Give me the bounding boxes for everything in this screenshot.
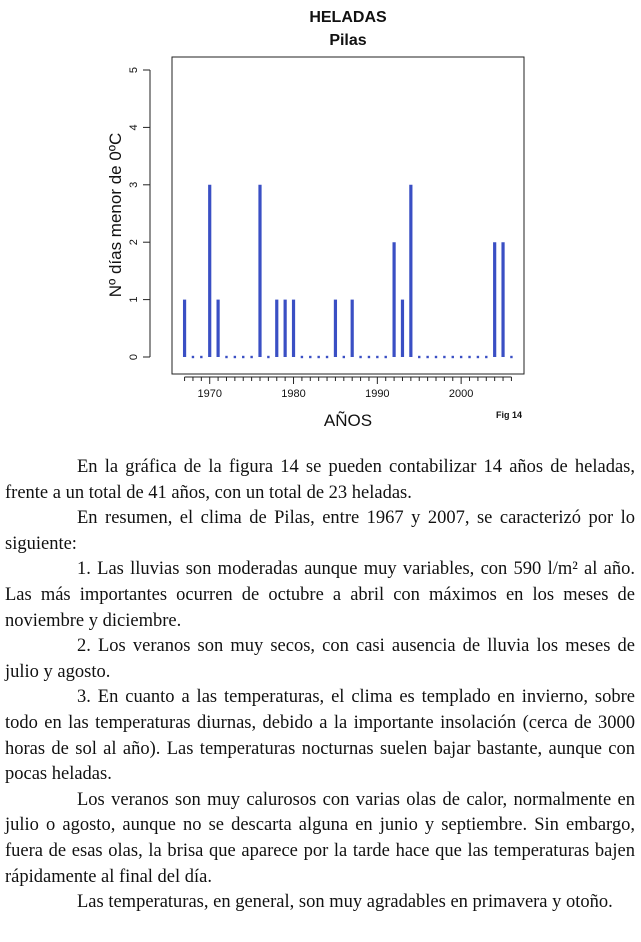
chart-title: HELADAS [309,9,387,26]
zero-point [385,356,387,358]
zero-point [250,356,252,358]
zero-point [267,356,269,358]
zero-point [376,356,378,358]
y-axis [128,67,150,360]
paragraph: Las temperaturas, en general, son muy agradables en primavera y otoño. [77,892,613,913]
plot-frame [172,57,524,374]
x-axis [185,377,512,400]
x-tick-label: 1990 [365,388,390,400]
heladas-chart [0,0,641,450]
figure-label: Fig 14 [496,410,523,420]
zero-point [200,356,202,358]
paragraph: 1. Las lluvias son moderadas aunque muy variables, con 590 l/m² al año. Las más importantes ocurren de octubre a abril con máximos en los meses de noviembre y diciembre. [5,559,635,631]
zero-point [485,356,487,358]
x-axis-label: AÑOS [323,411,373,430]
zero-point [343,356,345,358]
zero-point [452,356,454,358]
y-tick-label: 3 [128,181,140,188]
zero-point [359,356,361,358]
y-tick-label: 2 [128,239,140,246]
paragraph: En la gráfica de la figura 14 se pueden contabilizar 14 años de heladas, frente a un total de 41 años, con un total de 23 heladas. [5,457,635,503]
x-tick-label: 1970 [197,388,222,400]
chart-subtitle: Pilas [329,32,367,49]
y-tick-label: 4 [128,124,140,131]
zero-point [242,356,244,358]
y-axis-label: Nº días menor de 0ºC [106,132,125,298]
zero-point [225,356,227,358]
zero-point [326,356,328,358]
zero-point [426,356,428,358]
zero-point [234,356,236,358]
paragraph: 2. Los veranos son muy secos, con casi ausencia de lluvia los meses de julio y agosto. [5,636,635,682]
paragraph: 3. En cuanto a las temperaturas, el clima es templado en invierno, sobre todo en las temperaturas diurnas, debido a la importante insolación (cerca de 3000 horas de sol al año). Las temperaturas nocturnas suelen bajar bastante, aunque con pocas heladas. [5,687,635,785]
zero-point [477,356,479,358]
zero-point [368,356,370,358]
bars [185,185,513,358]
zero-point [435,356,437,358]
zero-point [317,356,319,358]
zero-point [510,356,512,358]
zero-point [443,356,445,358]
zero-point [309,356,311,358]
x-tick-label: 2000 [448,388,474,400]
y-tick-label: 5 [128,66,140,74]
zero-point [468,356,470,358]
zero-point [418,356,420,358]
body-text [5,455,635,916]
zero-point [192,356,194,358]
y-tick-label: 1 [128,296,140,303]
paragraph: En resumen, el clima de Pilas, entre 1967 y 2007, se caracterizó por lo siguiente: [5,508,635,554]
y-tick-label: 0 [128,353,140,361]
paragraph: Los veranos son muy calurosos con varias olas de calor, normalmente en julio o agosto, aunque no se descarta alguna en junio y septiembre. Sin embargo, fuera de esas olas, la brisa que aparece por la tarde hace que las temperaturas bajen rápidamente al final del día. [5,789,635,887]
x-tick-label: 1980 [281,388,306,400]
zero-point [301,356,303,358]
zero-point [460,356,462,358]
